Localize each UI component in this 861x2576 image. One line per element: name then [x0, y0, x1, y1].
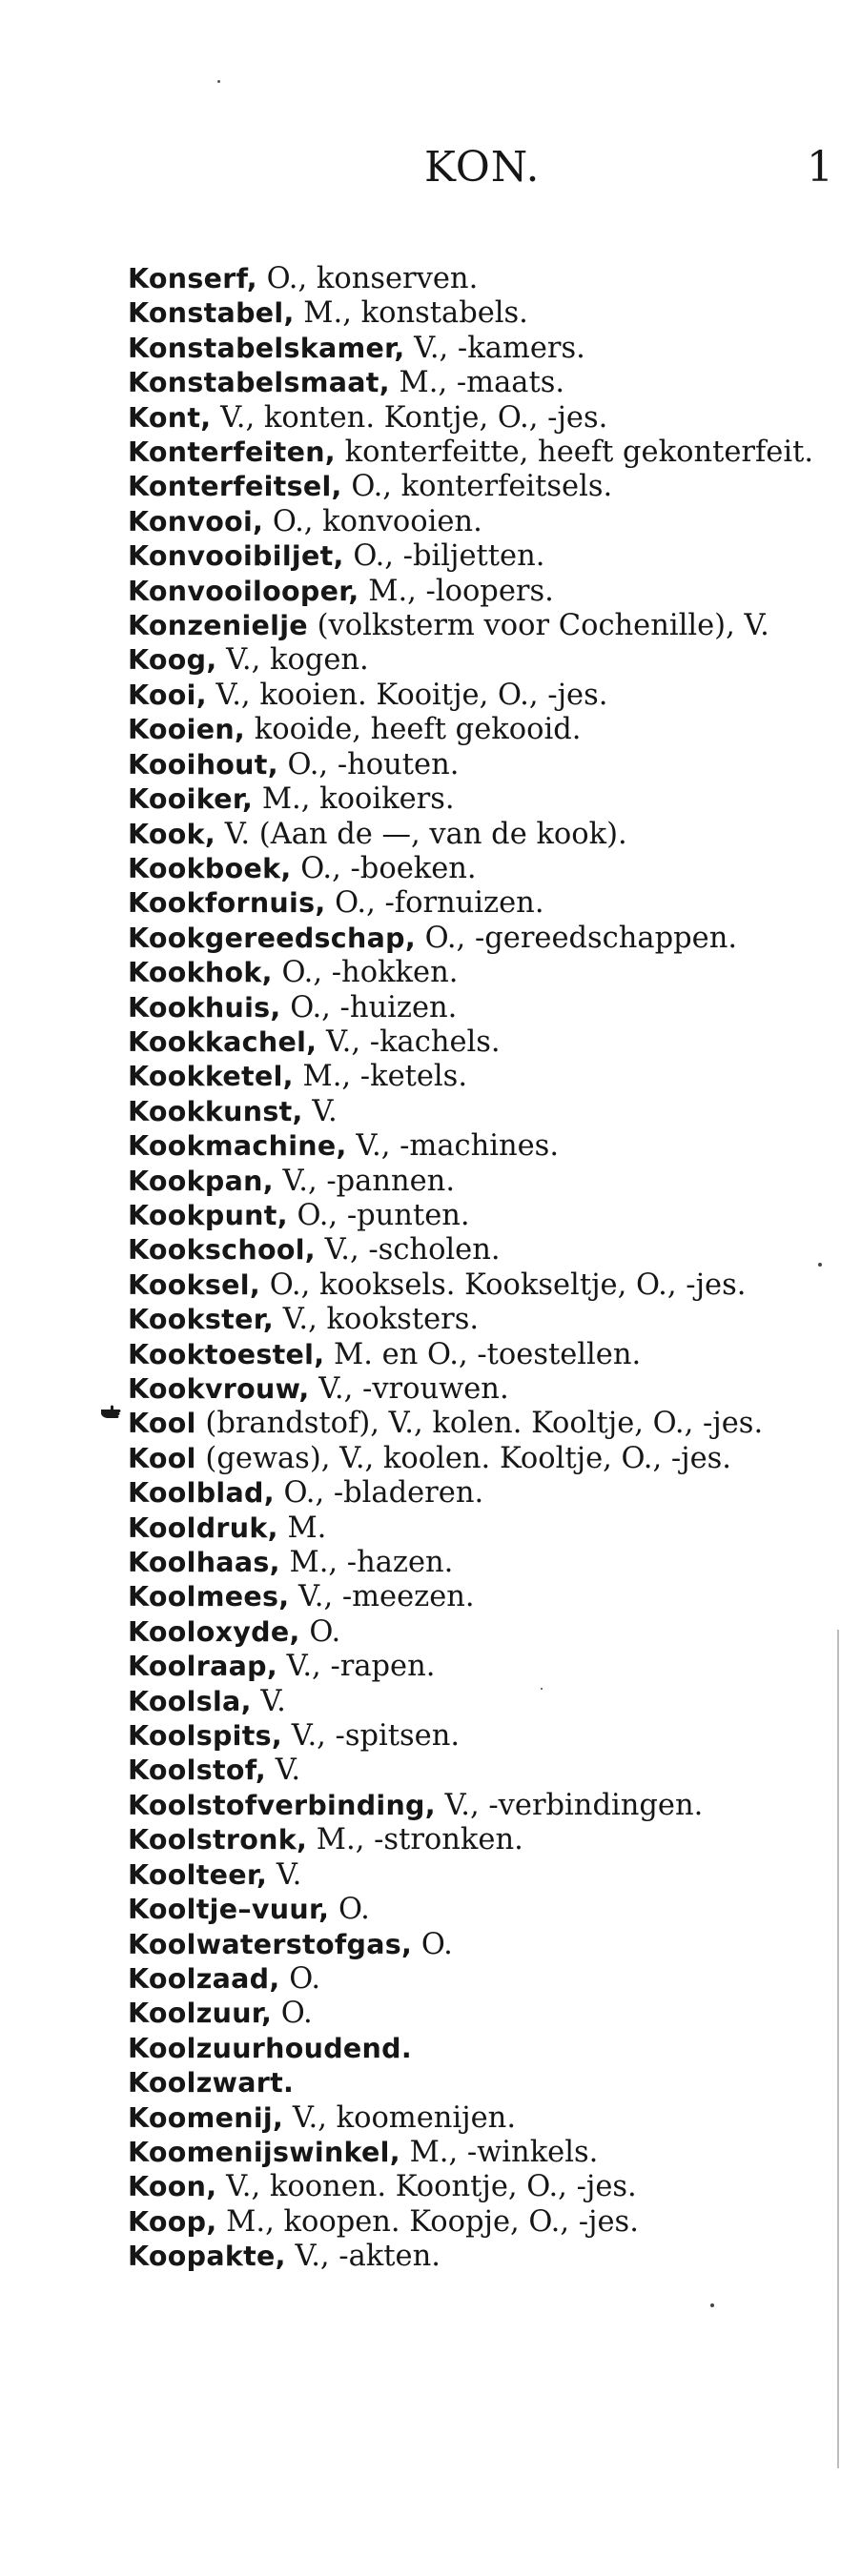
- entry-definition: M., -loopers.: [359, 574, 554, 608]
- dictionary-entry: [128, 1858, 824, 1893]
- dictionary-entry: [128, 1928, 824, 1962]
- entry-definition: M., -maats.: [389, 366, 565, 400]
- entry-headword: Koolzaad,: [128, 1962, 280, 1995]
- entry-headword: Kookhuis,: [128, 991, 281, 1024]
- entry-definition: V., -rapen.: [277, 1650, 436, 1684]
- entry-headword: Koolzwart.: [128, 2067, 295, 2099]
- page-header: [0, 143, 861, 210]
- dictionary-entry: [128, 1719, 824, 1754]
- dictionary-entry: [128, 1511, 824, 1546]
- dictionary-entry: [128, 575, 824, 609]
- entry-headword: Konstabelskamer,: [128, 332, 405, 364]
- dictionary-entry: [128, 2032, 824, 2066]
- dictionary-entry: [128, 956, 824, 990]
- entry-definition: V., -verbindingen.: [435, 1788, 704, 1822]
- dictionary-entry: [128, 2066, 824, 2100]
- entry-headword: Kookmachine,: [128, 1130, 347, 1163]
- dictionary-entry: [128, 1233, 824, 1268]
- entry-headword: Koon,: [128, 2171, 217, 2203]
- entry-headword: Koolraap,: [128, 1651, 277, 1683]
- dictionary-entry: [128, 1303, 824, 1337]
- entry-headword: Kooktoestel,: [128, 1338, 325, 1370]
- page-number: 1: [807, 143, 833, 192]
- entry-definition: O., -gereedschappen.: [415, 921, 738, 955]
- entry-headword: Kookgereedschap,: [128, 922, 416, 954]
- dictionary-entry: [128, 609, 824, 643]
- entry-headword: Koolblad,: [128, 1477, 275, 1510]
- entry-headword: Kookschool,: [128, 1234, 316, 1267]
- ink-speck: [541, 1688, 543, 1690]
- entry-headword: Konserf,: [128, 263, 257, 294]
- entry-definition: O.: [412, 1927, 453, 1961]
- entry-headword: Kookkachel,: [128, 1025, 318, 1058]
- entry-definition: V., -kachels.: [317, 1024, 501, 1059]
- dictionary-entry: [128, 1546, 824, 1580]
- dictionary-entry: [128, 782, 824, 817]
- entry-definition: V., -vrouwen.: [309, 1372, 509, 1406]
- dictionary-entry: [128, 1476, 824, 1511]
- dictionary-entry: [128, 1129, 824, 1164]
- entry-headword: Konvooilooper,: [128, 575, 359, 607]
- dictionary-entry: [128, 2205, 824, 2240]
- entry-definition: V., koomenijen.: [283, 2100, 517, 2135]
- entry-definition: O., -houten.: [277, 747, 460, 781]
- entry-definition: V.: [267, 1857, 302, 1892]
- dictionary-entry: [128, 2170, 824, 2204]
- entry-definition: O., -boeken.: [291, 851, 477, 885]
- entry-definition: V.: [251, 1684, 286, 1718]
- pointing-hand-icon: [99, 1400, 122, 1423]
- entry-headword: Kooksel,: [128, 1268, 260, 1301]
- entry-definition: V., -scholen.: [315, 1233, 501, 1268]
- dictionary-entry: [128, 2136, 824, 2170]
- dictionary-entry: [128, 2240, 824, 2274]
- entry-headword: Koolsla,: [128, 1685, 252, 1717]
- entry-headword: Koolspits,: [128, 1720, 283, 1753]
- entry-definition: M., -ketels.: [293, 1060, 468, 1094]
- entry-headword: Kookster,: [128, 1304, 275, 1336]
- entry-definition: V., -pannen.: [273, 1164, 456, 1198]
- entry-headword: Koolteer,: [128, 1858, 268, 1891]
- entry-definition: V.: [302, 1094, 338, 1128]
- entry-definition: O., -bladeren.: [274, 1476, 484, 1511]
- entry-definition: O.: [299, 1614, 341, 1649]
- entry-definition: V., -kamers.: [404, 331, 585, 365]
- entry-headword: Kooldruk,: [128, 1511, 278, 1544]
- entry-headword: Konstabel,: [128, 297, 295, 330]
- entry-headword: Koolstofverbinding,: [128, 1789, 436, 1821]
- entry-definition: konterfeitte, heeft gekonterfeit.: [335, 436, 814, 470]
- entry-headword: Koolzuurhoudend.: [128, 2032, 412, 2064]
- dictionary-entry: [128, 1823, 824, 1857]
- dictionary-entry: [128, 1997, 824, 2031]
- entry-definition: (brandstof), V., kolen. Kooltje, O., -jes.: [195, 1407, 764, 1441]
- entry-headword: Koop,: [128, 2205, 217, 2238]
- entry-headword: Konzenielje: [128, 610, 308, 642]
- entry-definition: V., konten. Kontje, O., -jes.: [211, 400, 608, 435]
- dictionary-entry: [128, 366, 824, 400]
- entry-headword: Konstabelsmaat,: [128, 367, 390, 399]
- dictionary-entry: [128, 643, 824, 678]
- dictionary-entry: [128, 886, 824, 921]
- entry-definition: O., konterfeitsels.: [341, 470, 613, 504]
- dictionary-entry: [128, 262, 824, 296]
- dictionary-entry: [128, 1060, 824, 1094]
- entry-list: [128, 262, 824, 2275]
- entry-definition: M., konstabels.: [294, 296, 528, 331]
- entry-definition: V., koonen. Koontje, O., -jes.: [216, 2170, 637, 2204]
- entry-headword: Koog,: [128, 644, 217, 677]
- entry-definition: M., -hazen.: [279, 1546, 454, 1580]
- entry-definition: O., konvooien.: [263, 504, 482, 538]
- dictionary-entry: [128, 1025, 824, 1060]
- dictionary-entry: [128, 332, 824, 366]
- dictionary-entry: [128, 436, 824, 470]
- dictionary-entry: [128, 505, 824, 539]
- dictionary-entry: [128, 539, 824, 574]
- entry-headword: Koomenijswinkel,: [128, 2136, 400, 2168]
- entry-headword: Koolzuur,: [128, 1998, 273, 2030]
- entry-definition: V. (Aan de —, van de kook).: [215, 817, 627, 851]
- dictionary-entry: [128, 1580, 824, 1614]
- dictionary-entry: [128, 401, 824, 436]
- dictionary-entry: [128, 1095, 824, 1129]
- entry-headword: Konterfeiten,: [128, 436, 336, 469]
- entry-definition: M., -winkels.: [400, 2135, 599, 2169]
- entry-headword: Kool: [128, 1408, 196, 1440]
- entry-headword: Kookboek,: [128, 852, 292, 884]
- entry-definition: (gewas), V., koolen. Kooltje, O., -jes.: [195, 1441, 732, 1475]
- dictionary-entry: [128, 679, 824, 713]
- entry-headword: Kookpunt,: [128, 1199, 288, 1231]
- entry-headword: Koolstof,: [128, 1755, 267, 1787]
- entry-definition: M. en O., -toestellen.: [324, 1337, 642, 1371]
- entry-definition: O., -huizen.: [280, 990, 458, 1024]
- dictionary-entry: [128, 922, 824, 956]
- entry-definition: O., -fornuizen.: [325, 886, 544, 921]
- entry-definition: O., -hokken.: [272, 956, 459, 990]
- entry-definition: O.: [329, 1893, 370, 1927]
- entry-headword: Kookketel,: [128, 1061, 294, 1093]
- entry-headword: Kookkunst,: [128, 1095, 303, 1127]
- dictionary-entry: [128, 1199, 824, 1233]
- entry-headword: Kooien,: [128, 714, 246, 746]
- dictionary-entry: [128, 748, 824, 782]
- dictionary-entry: [128, 1754, 824, 1788]
- entry-definition: V., -meezen.: [289, 1580, 475, 1614]
- entry-headword: Kookhok,: [128, 957, 273, 989]
- entry-definition: O.: [279, 1961, 321, 1996]
- dictionary-entry: [128, 1165, 824, 1199]
- entry-headword: Koolhaas,: [128, 1547, 280, 1579]
- dictionary-entry: [128, 1372, 824, 1407]
- entry-headword: Koopakte,: [128, 2241, 286, 2273]
- ink-speck: [710, 2303, 714, 2307]
- entry-definition: V., kogen.: [216, 643, 369, 678]
- entry-definition: M., kooikers.: [253, 782, 455, 817]
- entry-definition: O., -biljetten.: [343, 539, 545, 574]
- dictionary-entry: [128, 1268, 824, 1303]
- entry-headword: Kook,: [128, 818, 216, 850]
- entry-headword: Koolmees,: [128, 1581, 290, 1613]
- dictionary-entry: [128, 1407, 824, 1441]
- entry-definition: V., kooksters.: [274, 1303, 480, 1337]
- entry-headword: Kookvrouw,: [128, 1373, 310, 1405]
- entry-definition: V., kooien. Kooitje, O., -jes.: [206, 678, 608, 712]
- entry-headword: Konvooi,: [128, 505, 264, 538]
- page-title: KON.: [424, 143, 541, 192]
- entry-headword: Kool: [128, 1442, 196, 1474]
- entry-definition: O., konserven.: [256, 262, 479, 295]
- entry-definition: O., -punten.: [287, 1198, 470, 1232]
- entry-headword: Kooloxyde,: [128, 1615, 300, 1648]
- dictionary-entry: [128, 1338, 824, 1372]
- entry-definition: V.: [266, 1754, 301, 1788]
- entry-headword: Koolstronk,: [128, 1824, 308, 1856]
- ink-speck: [217, 80, 220, 83]
- entry-definition: (volksterm voor Cochenille), V.: [307, 609, 769, 643]
- dictionary-entry: [128, 2101, 824, 2136]
- dictionary-entry: [128, 1615, 824, 1650]
- entry-definition: kooide, heeft gekooid.: [245, 713, 582, 747]
- entry-definition: M., koopen. Koopje, O., -jes.: [216, 2204, 639, 2239]
- dictionary-entry: [128, 1685, 824, 1719]
- entry-definition: M.: [277, 1511, 327, 1545]
- entry-definition: O.: [272, 1997, 313, 2031]
- dictionary-entry: [128, 818, 824, 852]
- entry-headword: Konvooibiljet,: [128, 540, 344, 573]
- dictionary-entry: [128, 991, 824, 1025]
- dictionary-entry: [128, 1893, 824, 1927]
- dictionary-entry: [128, 1962, 824, 1997]
- entry-definition: V., -machines.: [346, 1129, 560, 1164]
- ink-speck: [818, 1263, 822, 1267]
- dictionary-entry: [128, 1789, 824, 1823]
- entry-headword: Kooi,: [128, 679, 207, 711]
- entry-definition: O., kooksels. Kookseltje, O., -jes.: [260, 1268, 747, 1302]
- entry-headword: Koomenij,: [128, 2101, 284, 2134]
- entry-headword: Kooihout,: [128, 748, 278, 781]
- entry-headword: Kookfornuis,: [128, 887, 326, 920]
- entry-headword: Kookpan,: [128, 1165, 274, 1197]
- margin-rule: [837, 1630, 839, 2468]
- entry-definition: V., -spitsen.: [282, 1719, 461, 1754]
- entry-headword: Kont,: [128, 401, 212, 434]
- dictionary-entry: [128, 713, 824, 747]
- entry-definition: V., -akten.: [285, 2240, 441, 2274]
- dictionary-entry: [128, 470, 824, 504]
- dictionary-entry: [128, 1650, 824, 1684]
- dictionary-entry: [128, 1442, 824, 1476]
- entry-headword: Konterfeitsel,: [128, 471, 342, 503]
- entry-headword: Kooltje–vuur,: [128, 1894, 330, 1926]
- entry-headword: Kooiker,: [128, 783, 254, 816]
- entry-definition: M., -stronken.: [307, 1823, 523, 1857]
- dictionary-entry: [128, 852, 824, 886]
- entry-headword: Koolwaterstofgas,: [128, 1928, 413, 1960]
- dictionary-entry: [128, 296, 824, 331]
